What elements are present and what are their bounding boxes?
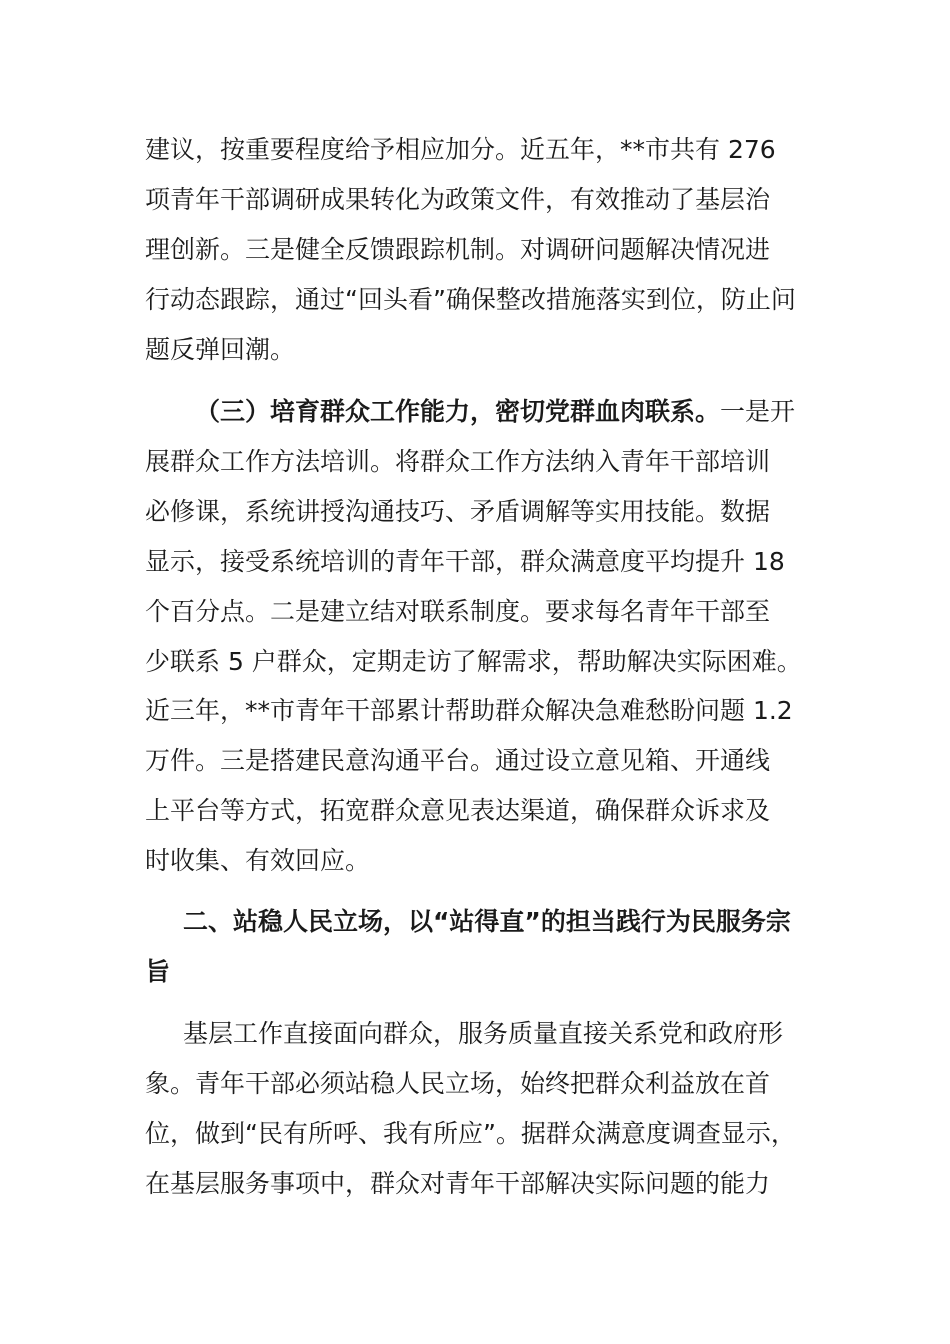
paragraph-line: 行动态跟踪，通过“回头看”确保整改措施落实到位，防止问 — [145, 285, 796, 314]
paragraph-line: 项青年干部调研成果转化为政策文件，有效推动了基层治 — [145, 185, 771, 214]
section-subheading: （三）培育群众工作能力，密切党群血肉联系。 — [195, 397, 721, 426]
paragraph-line: 万件。三是搭建民意沟通平台。通过设立意见箱、开通线 — [145, 746, 771, 775]
paragraph-line: 上平台等方式，拓宽群众意见表达渠道，确保群众诉求及 — [145, 796, 771, 825]
paragraph-line: 个百分点。二是建立结对联系制度。要求每名青年干部至 — [145, 597, 771, 626]
paragraph-line: 建议，按重要程度给予相应加分。近五年，**市共有 276 — [145, 135, 776, 164]
paragraph-line: 象。青年干部必须站稳人民立场，始终把群众利益放在首 — [145, 1069, 771, 1098]
paragraph-first-line: 基层工作直接面向群众，服务质量直接关系党和政府形 — [183, 1019, 784, 1048]
section-heading: 二、站稳人民立场，以“站得直”的担当践行为民服务宗 — [183, 907, 791, 936]
paragraph-line: 在基层服务事项中，群众对青年干部解决实际问题的能力 — [145, 1169, 771, 1198]
paragraph-first-line — [195, 396, 795, 428]
paragraph-line: 展群众工作方法培训。将群众工作方法纳入青年干部培训 — [145, 447, 771, 476]
paragraph-text: 一是开 — [720, 397, 796, 426]
paragraph-line: 近三年，**市青年干部累计帮助群众解决急难愁盼问题 1.2 — [145, 696, 793, 725]
paragraph-line: 必修课，系统讲授沟通技巧、矛盾调解等实用技能。数据 — [145, 497, 771, 526]
paragraph-line: 位，做到“民有所呼、我有所应”。据群众满意度调查显示， — [145, 1119, 796, 1148]
paragraph-line: 显示，接受系统培训的青年干部，群众满意度平均提升 18 — [145, 547, 785, 576]
paragraph-line: 少联系 5 户群众，定期走访了解需求，帮助解决实际困难。 — [145, 647, 802, 676]
paragraph-line: 题反弹回潮。 — [145, 335, 296, 364]
section-heading-continued: 旨 — [145, 957, 171, 986]
paragraph-line: 理创新。三是健全反馈跟踪机制。对调研问题解决情况进 — [145, 235, 771, 264]
paragraph-line: 时收集、有效回应。 — [145, 846, 371, 875]
